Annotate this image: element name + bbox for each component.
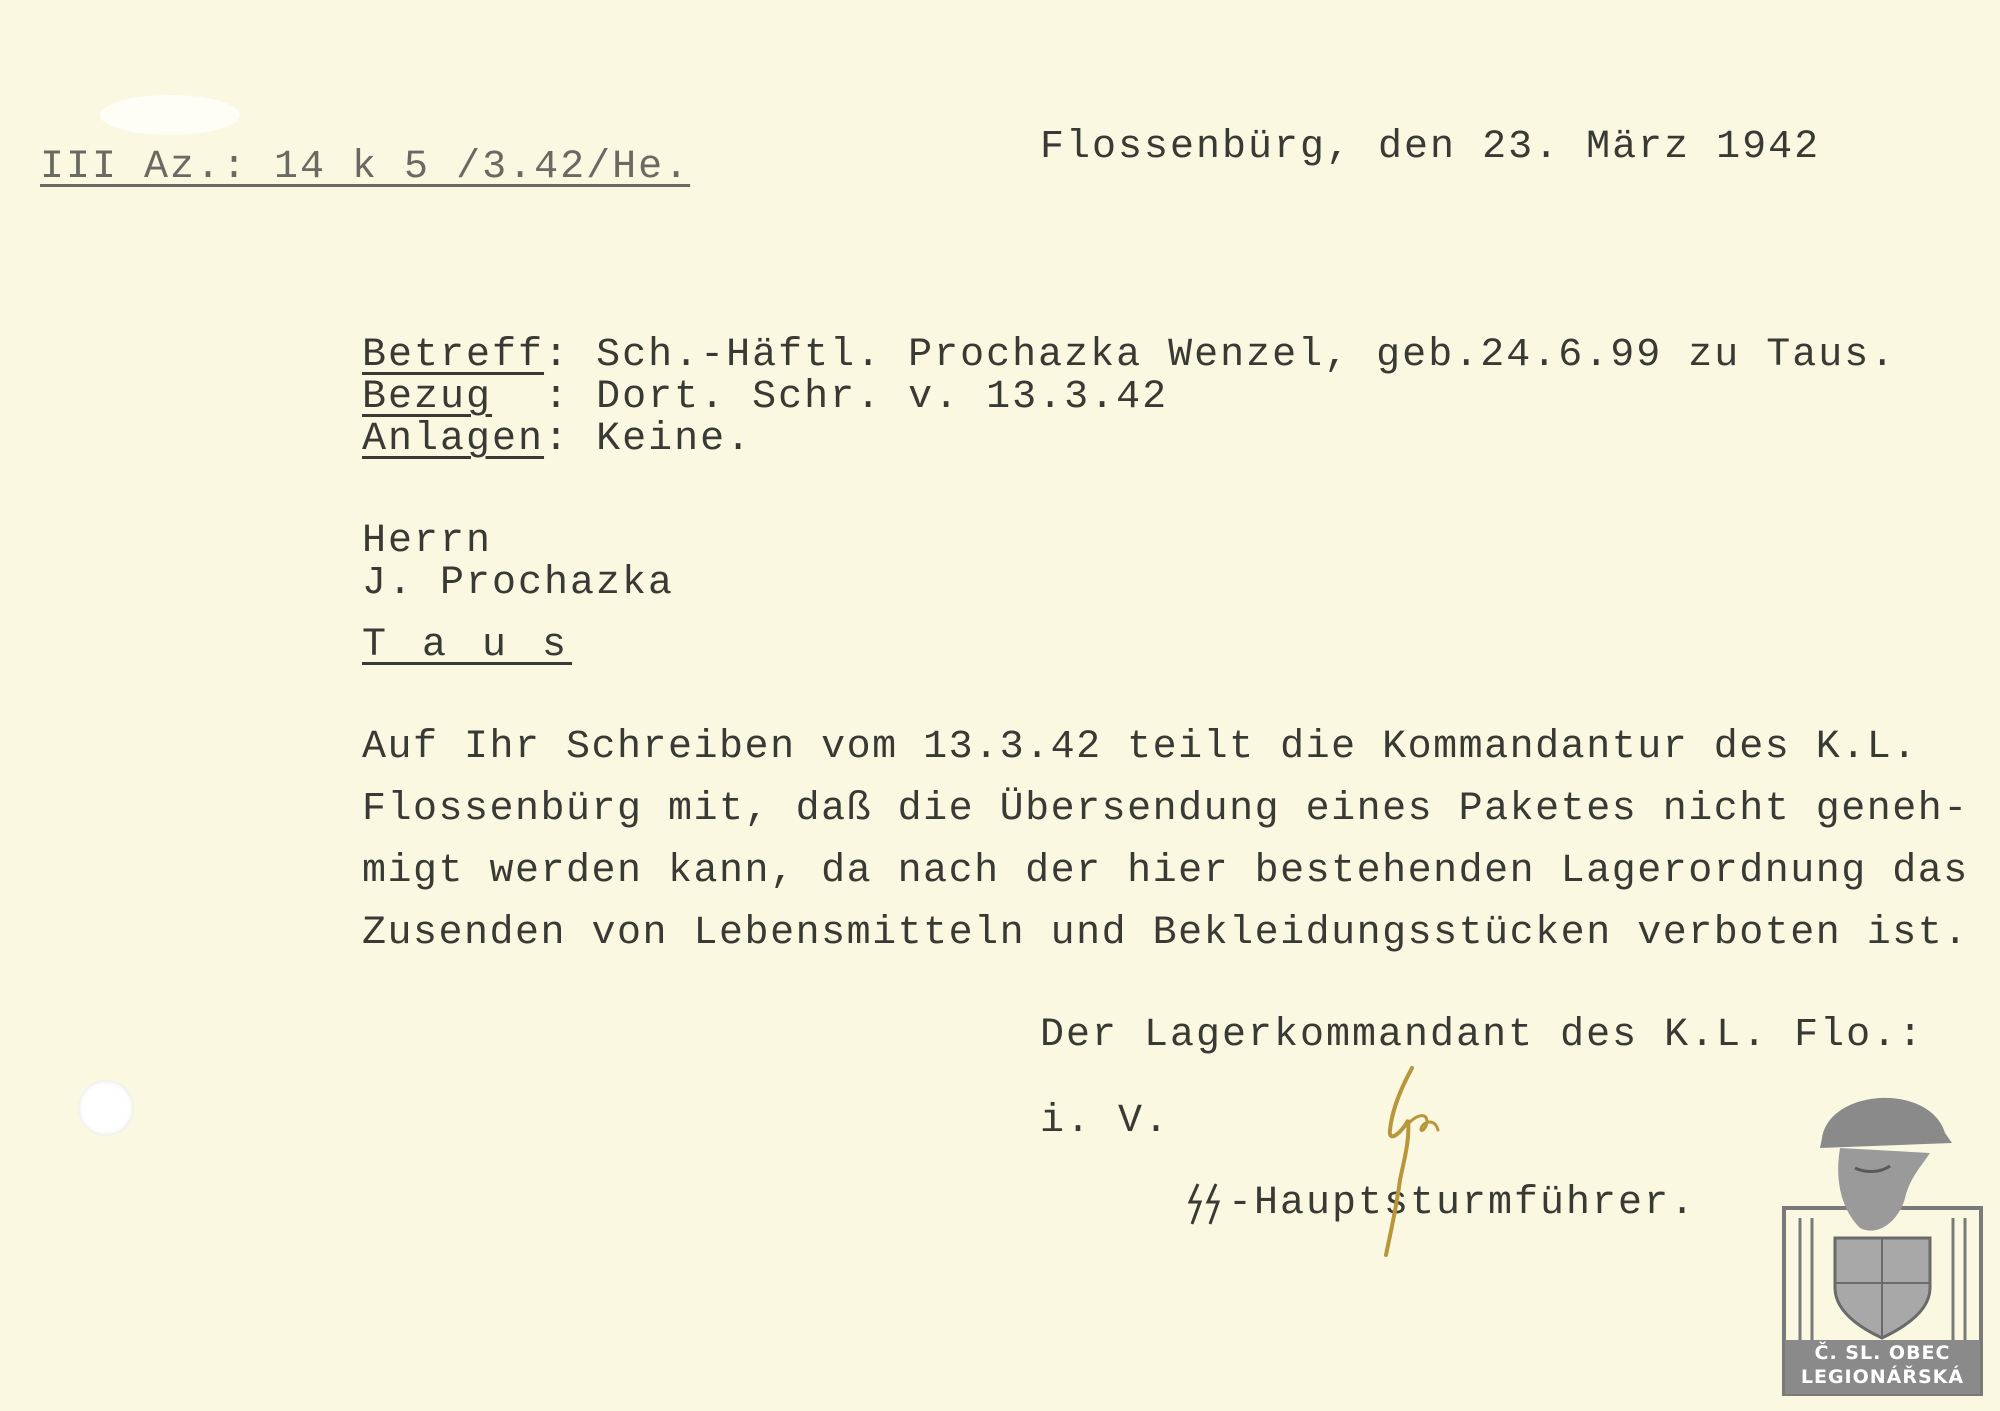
recipient-town: T a u s [362,623,573,668]
watermark-line1: Č. SL. OBEC [1814,1342,1951,1364]
closing-title: Der Lagerkommandant des K.L. Flo.: [1040,1013,1925,1058]
body-line: Flossenbürg mit, daß die Übersendung eines Paketes nicht geneh- [362,787,1969,832]
recipient-name: J. Prochazka [362,561,675,606]
closing-iv: i. V. [1040,1099,1171,1144]
reference-number: III Az.: 14 k 5 /3.42/He. [40,145,691,190]
meta-key: Anlagen [362,417,545,462]
place-date: Flossenbürg, den 23. März 1942 [1040,125,1821,170]
meta-row-anlagen [362,417,753,462]
closing-rank: -Hauptsturmführer. [1228,1181,1697,1226]
meta-sep: : [492,375,571,420]
paper-smudge [100,95,240,135]
meta-key: Betreff [362,333,545,378]
meta-value: Keine. [596,417,753,462]
body-line: migt werden kann, da nach der hier bestehenden Lagerordnung das [362,849,1969,894]
meta-value: Dort. Schr. v. 13.3.42 [596,375,1169,420]
punch-hole [78,1080,134,1136]
body-line: Auf Ihr Schreiben vom 13.3.42 teilt die Kommandantur des K.L. [362,725,1918,770]
meta-sep: : [544,417,571,462]
ss-rune-icon [1186,1182,1224,1226]
meta-key: Bezug [362,375,493,420]
meta-value: Sch.-Häftl. Prochazka Wenzel, geb.24.6.99 zu Taus. [596,333,1897,378]
watermark-line2: LEGIONÁŘSKÁ [1800,1366,1965,1388]
meta-row-bezug [362,375,1169,420]
meta-row-betreff [362,333,1897,378]
body-line: Zusenden von Lebensmitteln und Bekleidungsstücken verboten ist. [362,911,1969,956]
meta-sep: : [544,333,571,378]
signature-icon [1360,1060,1450,1260]
recipient-salutation: Herrn [362,519,493,564]
